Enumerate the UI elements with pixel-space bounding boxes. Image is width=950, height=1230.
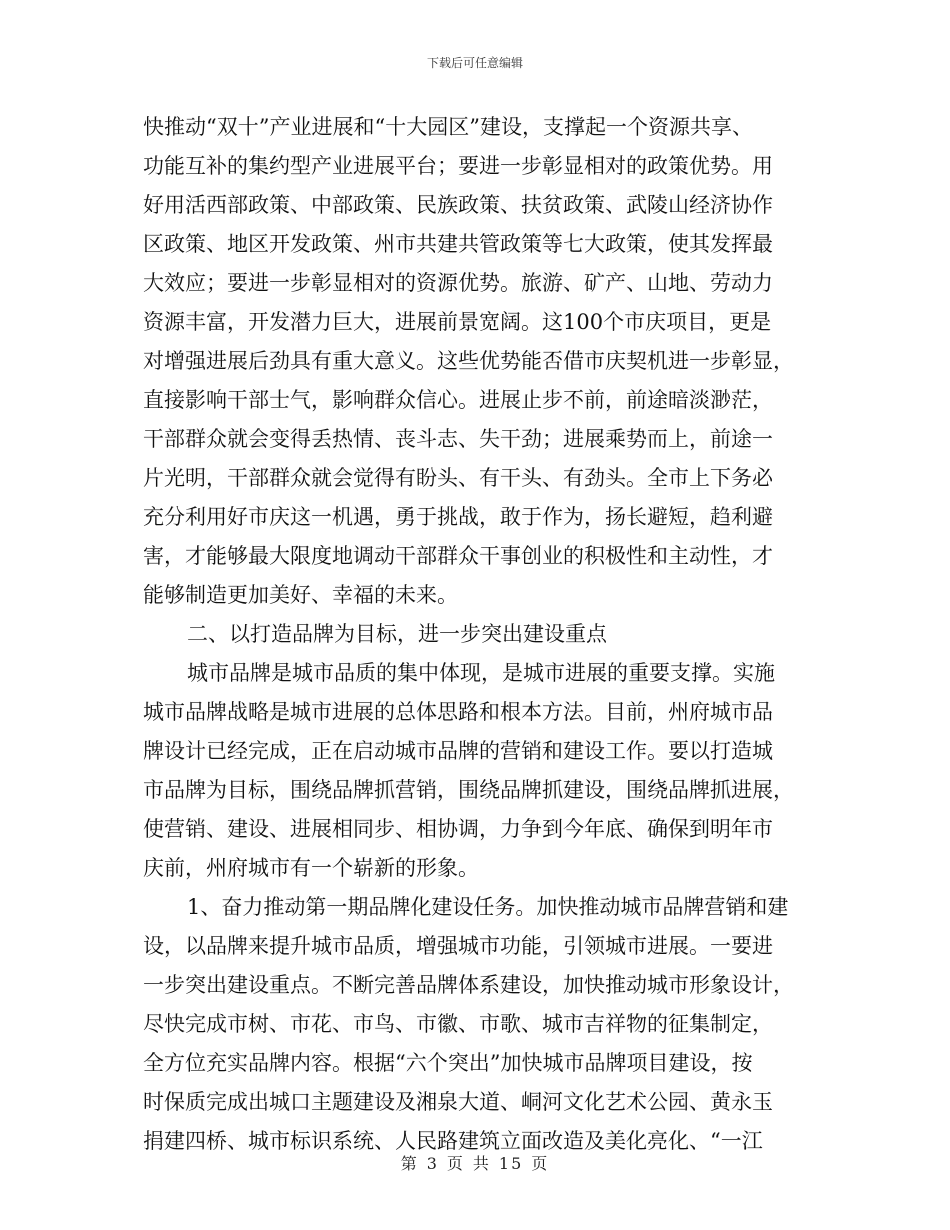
text-line: 能够制造更加美好、幸福的未来。 — [143, 583, 458, 607]
page-header: 下载后可任意编辑 — [426, 56, 523, 70]
footer-page-number: 3 — [426, 1154, 439, 1173]
footer-total-pages: 15 — [498, 1154, 524, 1173]
text-line: 1、奋力推动第一期品牌化建设任务。加快推动城市品牌营销和建 — [187, 895, 789, 919]
text-line: 大效应；要进一步彰显相对的资源优势。旅游、矿产、山地、劳动力 — [143, 271, 773, 295]
text-line: 干部群众就会变得丢热情、丧斗志、失干劲；进展乘势而上，前途一 — [143, 427, 773, 451]
text-line: 好用活西部政策、中部政策、民族政策、扶贫政策、武陵山经济协作 — [143, 193, 773, 217]
text-line: 市品牌为目标，围绕品牌抓营销，围绕品牌抓建设，围绕品牌抓进展， — [143, 778, 794, 802]
text-line: 资源丰富，开发潜力巨大，进展前景宽阔。这100个市庆项目，更是 — [143, 310, 772, 334]
page-footer — [0, 1151, 950, 1174]
text-line: 二、以打造品牌为目标，进一步突出建设重点 — [187, 622, 607, 646]
text-line: 设，以品牌来提升城市品质，增强城市功能，引领城市进展。一要进 — [143, 934, 773, 958]
text-line: 使营销、建设、进展相同步、相协调，力争到今年底、确保到明年市 — [143, 817, 773, 841]
text-line: 害，才能够最大限度地调动干部群众干事创业的积极性和主动性，才 — [143, 544, 773, 568]
footer-prefix: 第 — [400, 1154, 419, 1173]
text-line: 城市品牌战略是城市进展的总体思路和根本方法。目前，州府城市品 — [143, 700, 773, 724]
text-line: 尽快完成市树、市花、市鸟、市徽、市歌、城市吉祥物的征集制定， — [143, 1012, 773, 1036]
text-line: 城市品牌是城市品质的集中体现，是城市进展的重要支撑。实施 — [187, 661, 775, 685]
text-line: 快推动“双十”产业进展和“十大园区”建设，支撑起一个资源共享、 — [143, 115, 753, 139]
text-line: 庆前，州府城市有一个崭新的形象。 — [143, 856, 479, 880]
text-line: 区政策、地区开发政策、州市共建共管政策等七大政策，使其发挥最 — [143, 232, 773, 256]
footer-page-word: 页 — [446, 1154, 465, 1173]
footer-suffix: 页 — [531, 1154, 550, 1173]
text-line: 片光明，干部群众就会觉得有盼头、有干头、有劲头。全市上下务必 — [143, 466, 773, 490]
text-line: 捐建四桥、城市标识系统、人民路建筑立面改造及美化亮化、“一江 — [143, 1129, 763, 1153]
text-line: 直接影响干部士气，影响群众信心。进展止步不前，前途暗淡渺茫， — [143, 388, 773, 412]
text-line: 充分利用好市庆这一机遇，勇于挑战，敢于作为，扬长避短，趋利避 — [143, 505, 773, 529]
text-line: 牌设计已经完成，正在启动城市品牌的营销和建设工作。要以打造城 — [143, 739, 773, 763]
text-line: 全方位充实品牌内容。根据“六个突出”加快城市品牌项目建设，按 — [143, 1051, 753, 1075]
footer-total-word: 共 — [472, 1154, 491, 1173]
text-line: 时保质完成出城口主题建设及湘泉大道、峒河文化艺术公园、黄永玉 — [143, 1090, 773, 1114]
text-line: 对增强进展后劲具有重大意义。这些优势能否借市庆契机进一步彰显， — [143, 349, 794, 373]
text-line: 一步突出建设重点。不断完善品牌体系建设，加快推动城市形象设计， — [143, 973, 794, 997]
text-line: 功能互补的集约型产业进展平台；要进一步彰显相对的政策优势。用 — [143, 154, 773, 178]
body-text — [143, 108, 811, 1161]
